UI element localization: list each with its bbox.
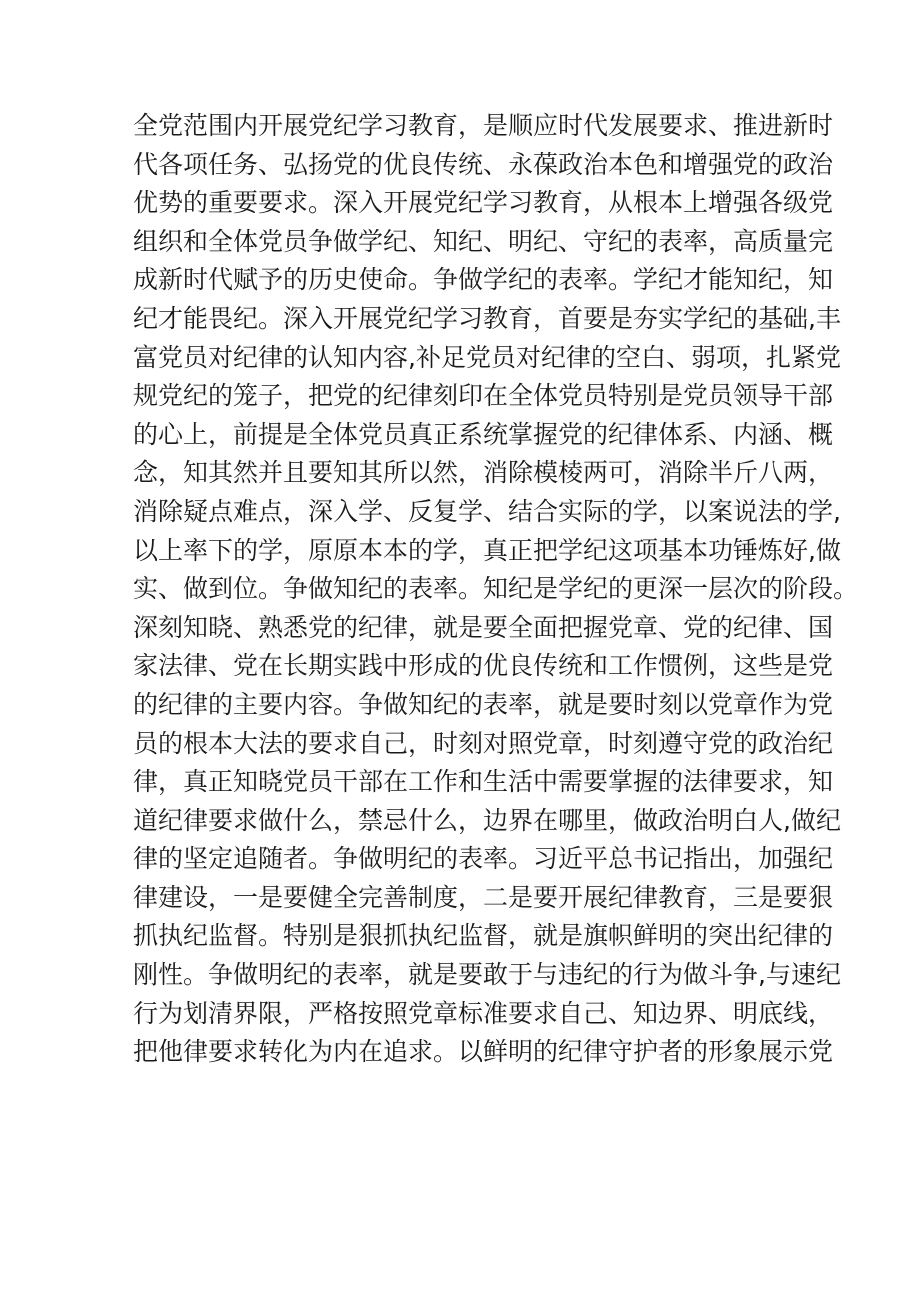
- text-line-10: 念，知其然并且要知其所以然，消除模棱两可，消除半斤八两，: [133, 458, 834, 488]
- text-line-24: 行为划清界限，严格按照党章标准要求自己、知边界、明底线，: [133, 998, 834, 1028]
- text-line-25: 把他律要求转化为内在追求。以鲜明的纪律守护者的形象展示党: [133, 1037, 834, 1067]
- text-line-2: 代各项任务、弘扬党的优良传统、永葆政治本色和增强党的政治: [133, 149, 834, 179]
- text-line-5: 成新时代赋予的历史使命。争做学纪的表率。学纪才能知纪，知: [133, 265, 834, 295]
- body-paragraph: [133, 107, 859, 1072]
- text-line-9: 的心上，前提是全体党员真正系统掌握党的纪律体系、内涵、概: [133, 419, 834, 449]
- text-line-19: 道纪律要求做什么，禁忌什么，边界在哪里，做政治明白人,做纪: [133, 805, 841, 835]
- text-line-21: 律建设，一是要健全完善制度，二是要开展纪律教育，三是要狠: [133, 882, 834, 912]
- text-line-14: 深刻知晓、熟悉党的纪律，就是要全面把握党章、党的纪律、国: [133, 612, 834, 642]
- text-line-6: 纪才能畏纪。深入开展党纪学习教育，首要是夯实学纪的基础,丰: [133, 303, 841, 333]
- text-line-17: 员的根本大法的要求自己，时刻对照党章，时刻遵守党的政治纪: [133, 728, 834, 758]
- text-line-1: 全党范围内开展党纪学习教育，是顺应时代发展要求、推进新时: [133, 111, 834, 140]
- text-line-7: 富党员对纪律的认知内容,补足党员对纪律的空白、弱项，扎紧党: [133, 342, 841, 372]
- text-line-23: 刚性。争做明纪的表率，就是要敢于与违纪的行为做斗争,与速纪: [133, 960, 841, 990]
- text-line-4: 组织和全体党员争做学纪、知纪、明纪、守纪的表率，高质量完: [133, 226, 834, 256]
- text-line-12: 以上率下的学，原原本本的学，真正把学纪这项基本功锤炼好,做: [133, 535, 841, 565]
- text-line-15: 家法律、党在长期实践中形成的优良传统和工作惯例，这些是党: [133, 651, 834, 681]
- text-line-11: 消除疑点难点，深入学、反复学、结合实际的学，以案说法的学,: [133, 496, 841, 526]
- text-line-13: 实、做到位。争做知纪的表率。知纪是学纪的更深一层次的阶段。: [133, 574, 859, 604]
- text-line-20: 律的坚定追随者。争做明纪的表率。习近平总书记指出，加强纪: [133, 844, 834, 874]
- text-line-22: 抓执纪监督。特别是狠抓执纪监督，就是旗帜鲜明的突出纪律的: [133, 921, 834, 951]
- text-line-18: 律，真正知晓党员干部在工作和生活中需要掌握的法律要求，知: [133, 767, 834, 797]
- text-line-16: 的纪律的主要内容。争做知纪的表率，就是要时刻以党章作为党: [133, 689, 834, 719]
- text-line-8: 规党纪的笼子，把党的纪律刻印在全体党员特别是党员领导干部: [133, 381, 834, 411]
- text-line-3: 优势的重要要求。深入开展党纪学习教育，从根本上增强各级党: [133, 188, 834, 218]
